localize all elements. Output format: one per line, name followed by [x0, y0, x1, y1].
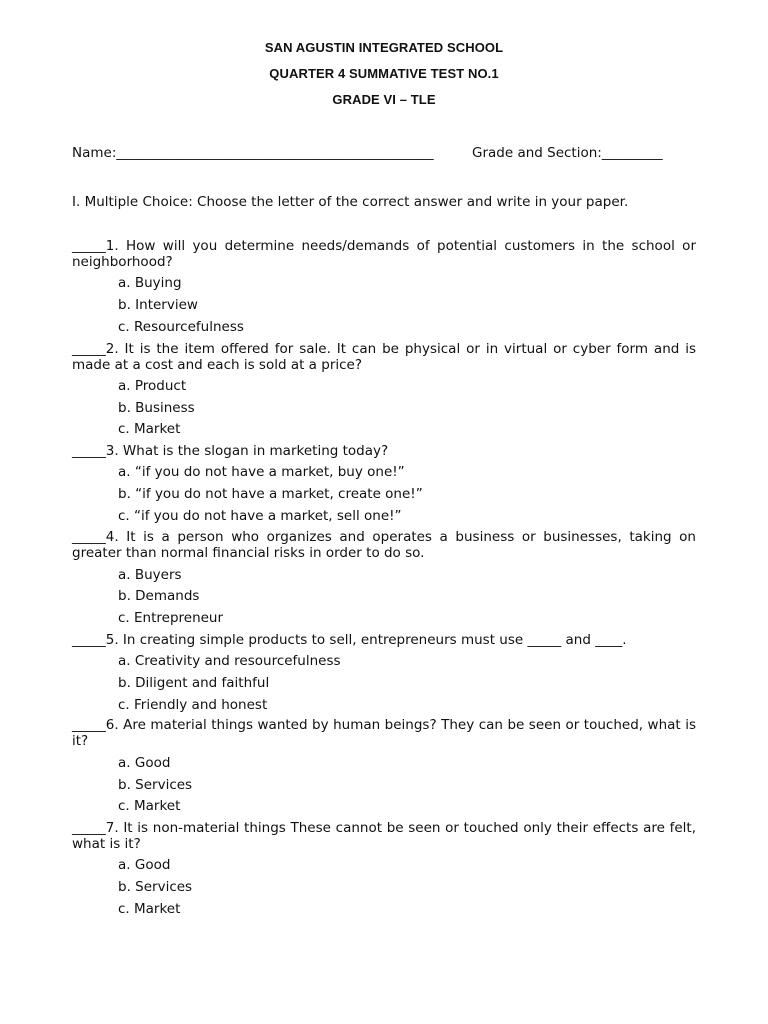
q1-option-a: a. Buying: [118, 275, 182, 291]
q3-option-a: a. “if you do not have a market, buy one!”: [118, 464, 405, 480]
question-6: _____6. Are material things wanted by human beings? They can be seen or touched, what is it?: [72, 717, 696, 749]
question-5: _____5. In creating simple products to sell, entrepreneurs must use _____ and ____.: [72, 632, 627, 648]
q7-option-b: b. Services: [118, 879, 193, 895]
q7-option-a: a. Good: [118, 857, 171, 873]
q2-option-c: c. Market: [118, 421, 181, 437]
q4-option-b: b. Demands: [118, 588, 200, 604]
school-name: SAN AGUSTIN INTEGRATED SCHOOL: [264, 40, 504, 55]
q4-option-a: a. Buyers: [118, 567, 182, 583]
question-2: _____2. It is the item offered for sale. It can be physical or in virtual or cyber form and is made at a cost and each is sold at a price?: [72, 341, 696, 373]
q1-option-b: b. Interview: [118, 297, 198, 313]
q5-option-c: c. Friendly and honest: [118, 697, 268, 713]
instruction: I. Multiple Choice: Choose the letter of the correct answer and write in your paper.: [72, 194, 629, 210]
question-4: _____4. It is a person who organizes and operates a business or businesses, taking on greater than normal financial risks in order to do so.: [72, 529, 696, 561]
q3-option-b: b. “if you do not have a market, create one!”: [118, 486, 423, 502]
q7-option-c: c. Market: [118, 901, 181, 917]
q1-option-c: c. Resourcefulness: [118, 319, 244, 335]
q6-option-a: a. Good: [118, 755, 171, 771]
question-7: _____7. It is non-material things These cannot be seen or touched only their effects are felt, what is it?: [72, 820, 696, 852]
q4-option-c: c. Entrepreneur: [118, 610, 224, 626]
q6-option-b: b. Services: [118, 777, 193, 793]
q5-option-b: b. Diligent and faithful: [118, 675, 270, 691]
q6-option-c: c. Market: [118, 798, 181, 814]
test-title: QUARTER 4 SUMMATIVE TEST NO.1: [269, 66, 499, 81]
name-field: Name:_______________________________________________: [72, 145, 434, 161]
question-3: _____3. What is the slogan in marketing today?: [72, 443, 389, 459]
q2-option-a: a. Product: [118, 378, 187, 394]
grade-section-field: Grade and Section:_________: [472, 145, 663, 161]
q5-option-a: a. Creativity and resourcefulness: [118, 653, 341, 669]
question-1: _____1. How will you determine needs/demands of potential customers in the school or neighborhood?: [72, 238, 696, 270]
grade-subject: GRADE VI – TLE: [332, 92, 436, 107]
q2-option-b: b. Business: [118, 400, 195, 416]
q3-option-c: c. “if you do not have a market, sell one!”: [118, 508, 402, 524]
